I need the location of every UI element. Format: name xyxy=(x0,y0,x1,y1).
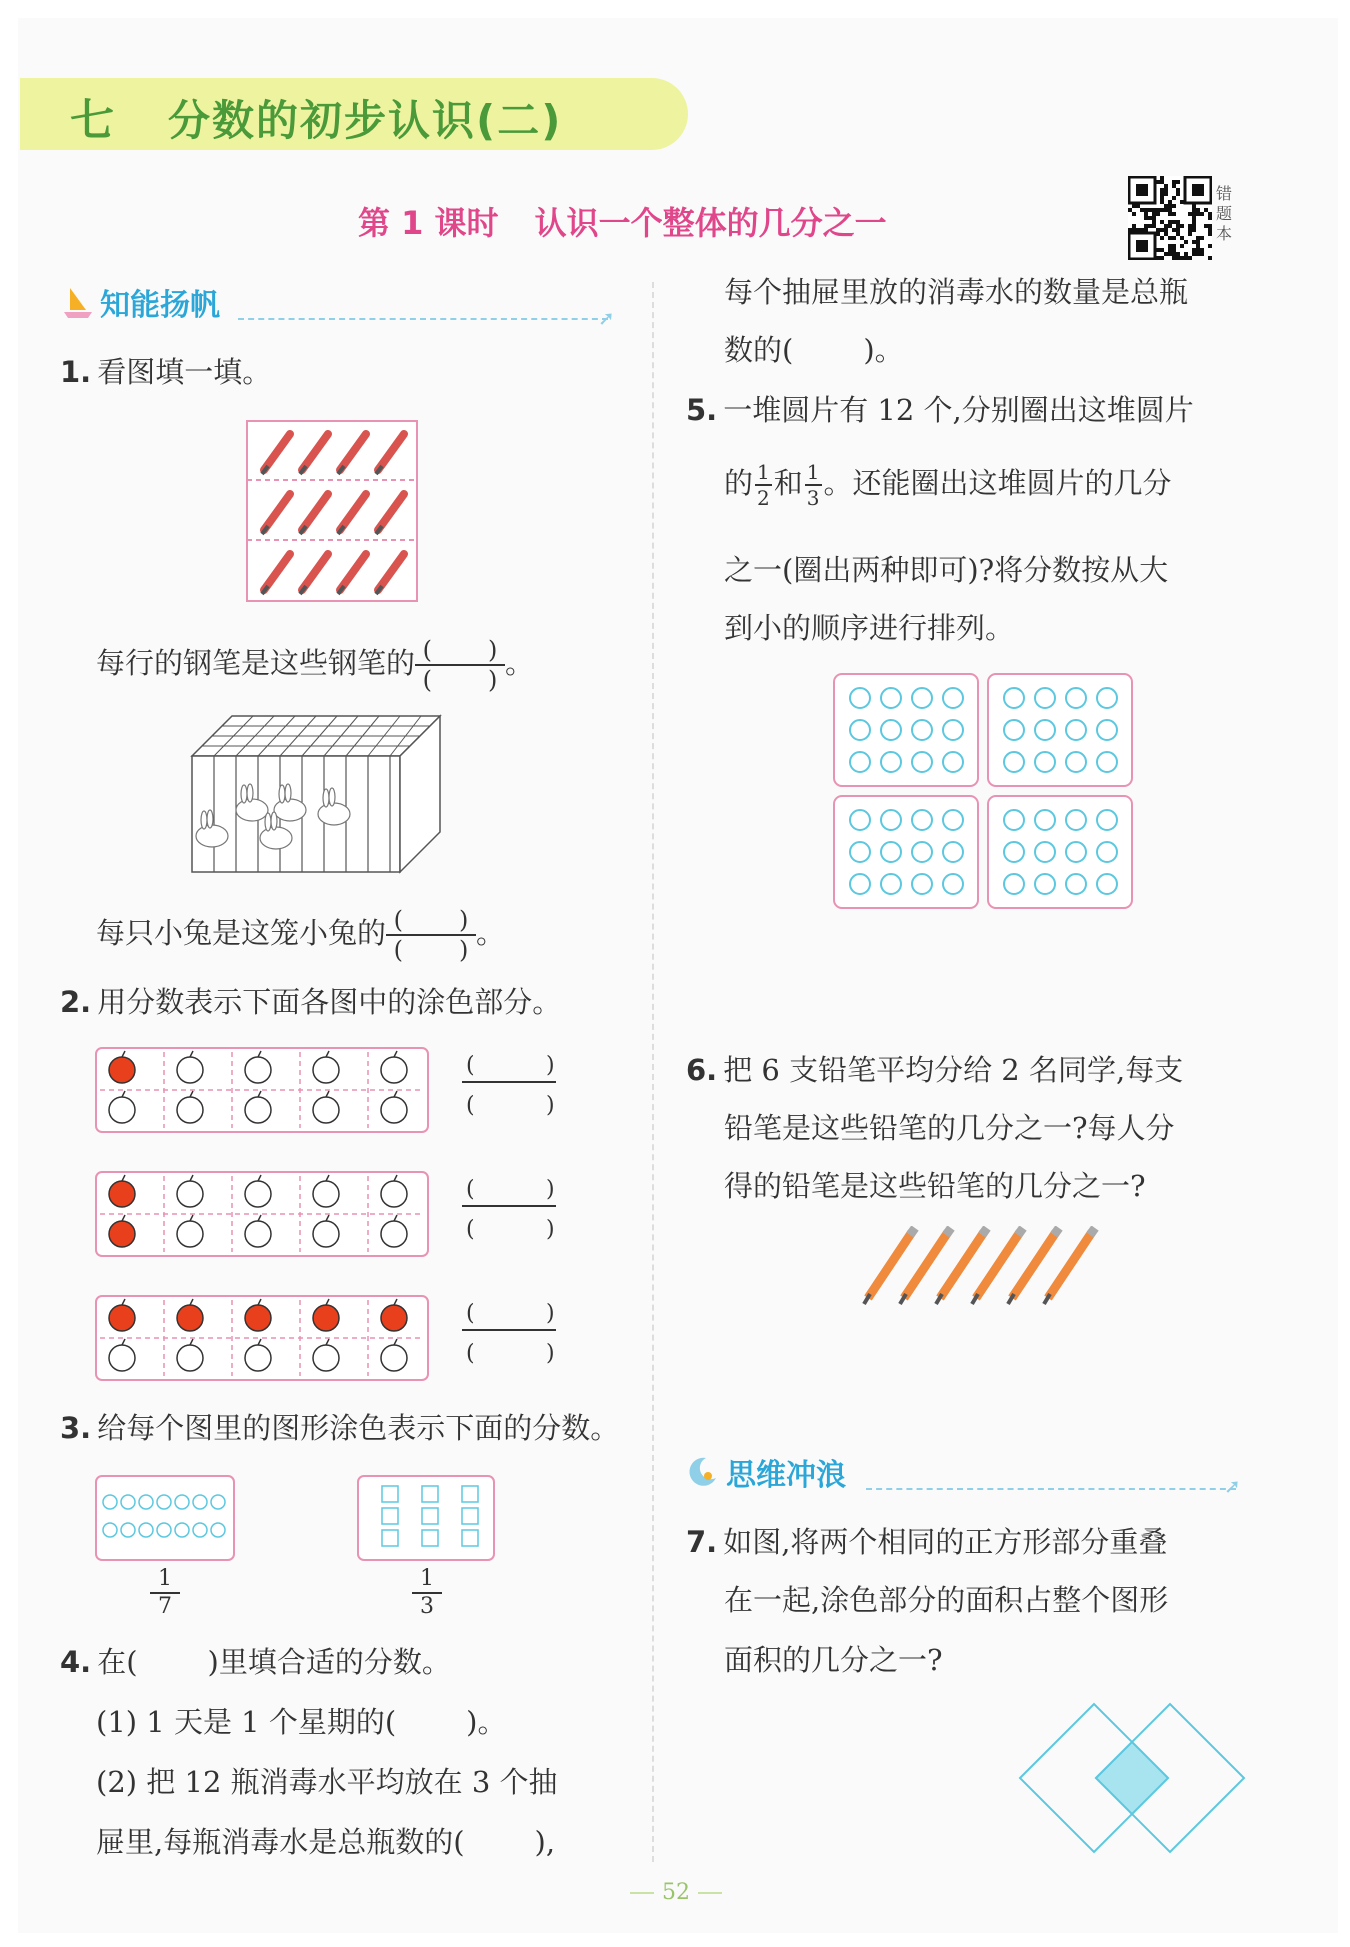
disc-shape xyxy=(943,720,963,740)
bracket-close: ) xyxy=(459,936,469,964)
disc-shape xyxy=(1035,810,1055,830)
circle-shape xyxy=(157,1495,171,1509)
q4-sub2-line4-b: )。 xyxy=(863,333,904,367)
disc-shape xyxy=(1097,842,1117,862)
q4-sub1-a: (1) 1 天是 1 个星期的( xyxy=(96,1705,397,1739)
moon-icon xyxy=(684,1454,720,1490)
square-shape xyxy=(462,1508,478,1524)
disc-shape xyxy=(850,810,870,830)
bracket-open: ( xyxy=(393,936,404,964)
q7-line3: 面积的几分之一? xyxy=(724,1643,943,1677)
circle-shape xyxy=(193,1523,207,1537)
disc-shape xyxy=(1004,688,1024,708)
q4-sub1-b: )。 xyxy=(466,1705,507,1739)
bracket-open: ( xyxy=(422,666,433,694)
disc-shape xyxy=(1066,688,1086,708)
disc-shape xyxy=(943,688,963,708)
circle-shape xyxy=(103,1495,117,1509)
disc-shape xyxy=(1035,688,1055,708)
chapter-number: 七 xyxy=(70,95,114,146)
q1-prompt xyxy=(60,352,271,392)
square-shape xyxy=(382,1508,398,1524)
q6-line2: 铅笔是这些铅笔的几分之一?每人分 xyxy=(724,1111,1175,1145)
disc-shape xyxy=(850,752,870,772)
q6-line1 xyxy=(686,1050,1183,1090)
column-divider xyxy=(652,282,654,1862)
disc-shape xyxy=(881,752,901,772)
rabbit-cage-figure xyxy=(188,712,444,876)
answer-bracket: ( xyxy=(466,1217,475,1242)
disc-shape xyxy=(850,842,870,862)
disc-shape xyxy=(850,688,870,708)
answer-bracket: ) xyxy=(546,1177,555,1202)
blank-numerator xyxy=(415,636,505,666)
shade-figures xyxy=(94,1474,496,1574)
disc-shape xyxy=(1066,810,1086,830)
q1-answer-blank-2[interactable] xyxy=(386,906,476,964)
lesson-title xyxy=(358,198,887,244)
q7-line2: 在一起,涂色部分的面积占整个图形 xyxy=(724,1583,1169,1617)
disc-shape xyxy=(881,688,901,708)
q3-fraction-2-num: 1 xyxy=(412,1566,442,1594)
q5-line1 xyxy=(686,390,1194,430)
q4-text-a: 在( xyxy=(97,1645,138,1679)
bracket-open: ( xyxy=(422,636,433,664)
disc-shape xyxy=(912,752,932,772)
q5-fraction-half-den: 2 xyxy=(757,486,770,510)
answer-bracket: ) xyxy=(546,1301,555,1326)
q1-answer-blank-1[interactable] xyxy=(415,636,505,694)
q5-line2 xyxy=(724,460,1172,510)
q1-line2-text: 每只小兔是这笼小兔的 xyxy=(96,916,387,950)
q1-line1-text: 每行的钢笔是这些钢笔的 xyxy=(96,646,416,680)
answer-bracket: ) xyxy=(546,1341,555,1366)
answer-bracket: ( xyxy=(466,1177,475,1202)
q5-number: 5. xyxy=(686,393,718,427)
q5-line3: 之一(圈出两种即可)?将分数按从大 xyxy=(724,553,1169,587)
disc-shape xyxy=(1097,688,1117,708)
bracket-close: ) xyxy=(488,666,498,694)
qr-label: 错题本 xyxy=(1216,184,1233,243)
q5-fraction-half xyxy=(755,460,772,510)
q3-fraction-1-den: 7 xyxy=(158,1594,172,1619)
sailboat-icon xyxy=(60,284,96,320)
pen-grid-figure xyxy=(246,420,418,602)
disc-shape xyxy=(1035,752,1055,772)
disc-shape xyxy=(1097,874,1117,894)
disc-shape xyxy=(850,720,870,740)
q3-text: 给每个图里的图形涂色表示下面的分数。 xyxy=(97,1411,620,1445)
q3-fraction-1-num: 1 xyxy=(150,1566,180,1594)
circle-shape xyxy=(121,1495,135,1509)
disc-shape xyxy=(881,720,901,740)
disc-shape xyxy=(881,874,901,894)
qr-code-icon[interactable] xyxy=(1128,176,1212,260)
q3-fraction-2-den: 3 xyxy=(420,1594,434,1619)
q4-sub1 xyxy=(96,1702,507,1742)
q1-line1 xyxy=(96,636,534,694)
disc-shape xyxy=(881,842,901,862)
answer-bracket: ) xyxy=(546,1053,555,1078)
q7-line1-text: 如图,将两个相同的正方形部分重叠 xyxy=(723,1525,1168,1559)
circle-shape xyxy=(139,1523,153,1537)
q7-line1 xyxy=(686,1522,1167,1562)
disc-shape xyxy=(881,810,901,830)
q1-period: 。 xyxy=(505,646,535,680)
q7-number: 7. xyxy=(686,1525,718,1559)
section-title-1: 知能扬帆 xyxy=(100,288,220,323)
disc-shape xyxy=(1066,752,1086,772)
square-shape xyxy=(382,1486,398,1502)
disc-shape xyxy=(1066,720,1086,740)
blank-denominator xyxy=(415,666,505,694)
q5-line2-c: 。还能圈出这堆圆片的几分 xyxy=(823,466,1172,500)
bracket-close: ) xyxy=(488,636,498,664)
q5-fraction-third-den: 3 xyxy=(806,486,820,510)
q3-fraction-2 xyxy=(412,1566,442,1620)
square-shape xyxy=(462,1530,478,1546)
q4-sub2-line2-b: ), xyxy=(534,1825,556,1859)
disc-grid-figure xyxy=(832,672,1136,912)
q4-sub2-line2-a: 屉里,每瓶消毒水是总瓶数的( xyxy=(96,1825,465,1859)
disc-shape xyxy=(1066,874,1086,894)
lesson-name: 认识一个整体的几分之一 xyxy=(534,204,887,242)
disc-shape xyxy=(1004,810,1024,830)
blank-numerator xyxy=(386,906,476,936)
disc-shape xyxy=(912,810,932,830)
apple-figures xyxy=(94,1046,574,1386)
square-shape xyxy=(422,1530,438,1546)
q6-line3: 得的铅笔是这些铅笔的几分之一? xyxy=(724,1169,1146,1203)
q4-text-b: )里填合适的分数。 xyxy=(207,1645,451,1679)
answer-bracket: ( xyxy=(466,1053,475,1078)
circle-shape xyxy=(175,1495,189,1509)
bracket-open: ( xyxy=(393,906,404,934)
q4-sub2-line4-a: 数的( xyxy=(724,333,794,367)
disc-shape xyxy=(912,720,932,740)
q1-period-2: 。 xyxy=(476,916,506,950)
disc-shape xyxy=(1004,752,1024,772)
bracket-close: ) xyxy=(459,906,469,934)
answer-bracket: ) xyxy=(546,1217,555,1242)
disc-shape xyxy=(943,752,963,772)
answer-bracket: ) xyxy=(546,1093,555,1118)
circle-shape xyxy=(193,1495,207,1509)
section-line-1 xyxy=(238,318,608,320)
q3-fraction-1 xyxy=(150,1566,180,1620)
q6-line1-text: 把 6 支铅笔平均分给 2 名同学,每支 xyxy=(723,1053,1184,1087)
circle-shape xyxy=(211,1523,225,1537)
circle-shape xyxy=(103,1523,117,1537)
blank-denominator xyxy=(386,936,476,964)
square-shape xyxy=(422,1486,438,1502)
answer-bracket: ( xyxy=(466,1093,475,1118)
disc-shape xyxy=(1004,874,1024,894)
q3-number: 3. xyxy=(60,1411,92,1445)
overlapping-squares-figure xyxy=(1018,1700,1248,1856)
circle-shape xyxy=(121,1523,135,1537)
q5-line1-text: 一堆圆片有 12 个,分别圈出这堆圆片 xyxy=(723,393,1194,427)
q4-sub2-line3: 每个抽屉里放的消毒水的数量是总瓶 xyxy=(724,275,1189,309)
page-number: 52 xyxy=(622,1880,730,1905)
disc-shape xyxy=(1035,720,1055,740)
q5-fraction-half-num: 1 xyxy=(757,460,770,484)
disc-shape xyxy=(850,874,870,894)
q5-line4: 到小的顺序进行排列。 xyxy=(724,611,1015,645)
disc-shape xyxy=(1004,720,1024,740)
q3-prompt xyxy=(60,1408,619,1448)
q5-line2-a: 的 xyxy=(724,466,754,500)
section-line-2 xyxy=(866,1488,1236,1490)
q2-prompt xyxy=(60,982,561,1022)
q6-number: 6. xyxy=(686,1053,718,1087)
square-shape xyxy=(462,1486,478,1502)
q1-number: 1. xyxy=(60,355,92,389)
answer-bracket: ( xyxy=(466,1301,475,1326)
disc-shape xyxy=(1066,842,1086,862)
circle-shape xyxy=(175,1523,189,1537)
disc-shape xyxy=(1035,842,1055,862)
disc-shape xyxy=(943,874,963,894)
arrow-icon: ➚ xyxy=(598,306,615,330)
disc-shape xyxy=(1035,874,1055,894)
q4-sub2-line1: (2) 把 12 瓶消毒水平均放在 3 个抽 xyxy=(96,1765,558,1799)
disc-shape xyxy=(1097,810,1117,830)
q5-fraction-third xyxy=(805,460,822,510)
lesson-label: 第 1 课时 xyxy=(358,204,499,242)
q2-number: 2. xyxy=(60,985,92,1019)
q4-sub2-line2 xyxy=(96,1822,555,1862)
q4-prompt xyxy=(60,1642,451,1682)
disc-shape xyxy=(943,810,963,830)
q2-text: 用分数表示下面各图中的涂色部分。 xyxy=(97,985,562,1019)
circle-shape xyxy=(157,1523,171,1537)
disc-shape xyxy=(912,874,932,894)
q5-fraction-third-num: 1 xyxy=(806,460,820,484)
disc-shape xyxy=(912,688,932,708)
square-shape xyxy=(422,1508,438,1524)
q1-text: 看图填一填。 xyxy=(97,355,272,389)
square-shape xyxy=(382,1530,398,1546)
disc-shape xyxy=(943,842,963,862)
q5-line2-b: 和 xyxy=(773,466,803,500)
arrow-icon: ➚ xyxy=(1224,1474,1241,1498)
q1-line2 xyxy=(96,906,505,964)
q4-number: 4. xyxy=(60,1645,92,1679)
disc-shape xyxy=(912,842,932,862)
chapter-title: 分数的初步认识(二) xyxy=(168,96,563,145)
disc-shape xyxy=(1004,842,1024,862)
answer-bracket: ( xyxy=(466,1341,475,1366)
disc-shape xyxy=(1097,752,1117,772)
q4-sub2-line4 xyxy=(724,330,904,370)
disc-shape xyxy=(1097,720,1117,740)
section-title-2: 思维冲浪 xyxy=(726,1458,846,1493)
circle-shape xyxy=(211,1495,225,1509)
pencils-figure xyxy=(858,1226,1108,1306)
circle-shape xyxy=(139,1495,153,1509)
